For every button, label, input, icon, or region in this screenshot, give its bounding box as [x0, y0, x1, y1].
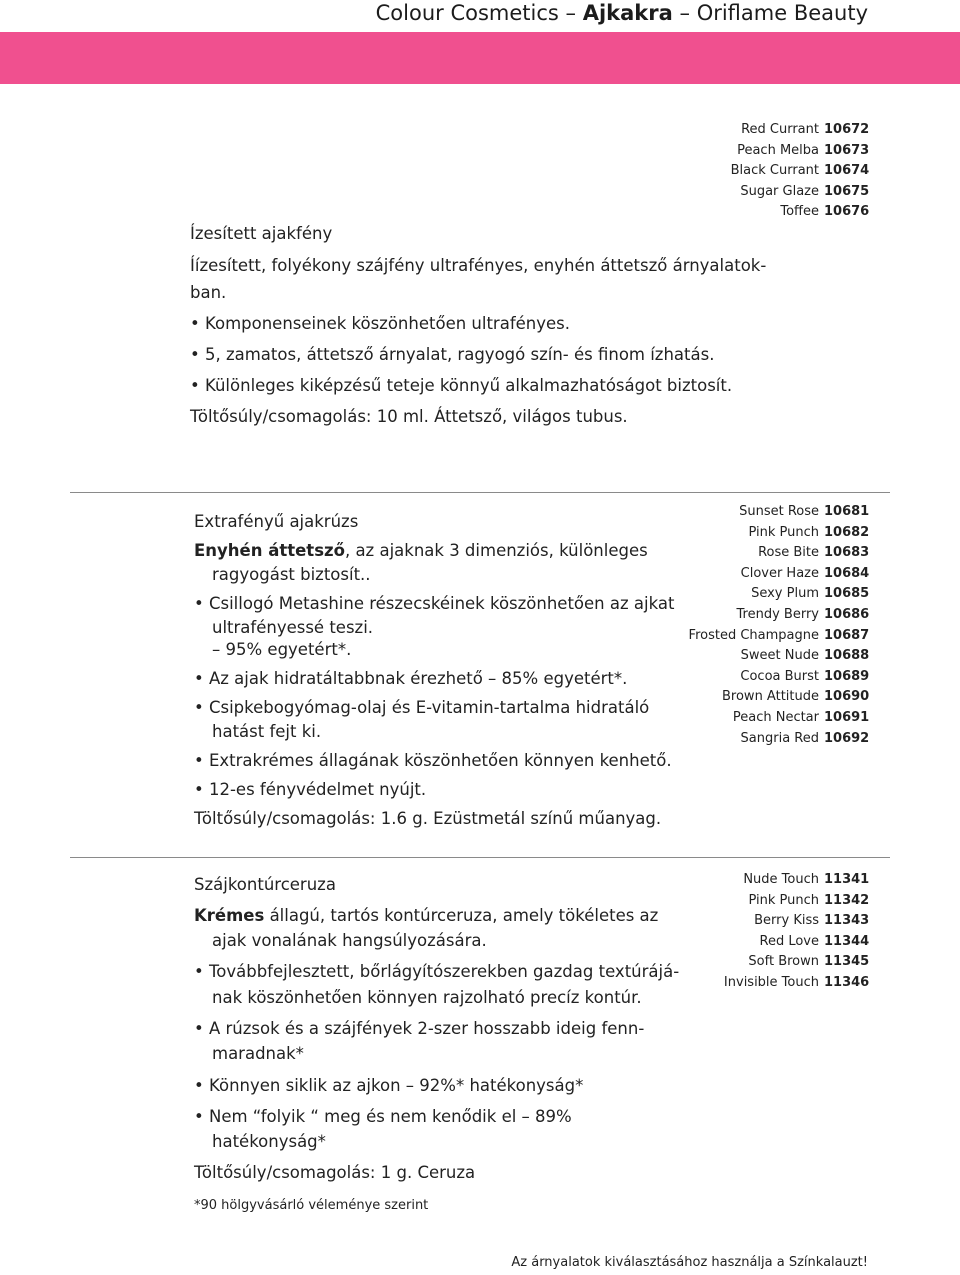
- section-title: Extrafényű ajakrúzs: [194, 512, 359, 531]
- shade-code: 10690: [824, 689, 870, 705]
- section-title: Ízesített ajakfény: [190, 224, 333, 243]
- fill-weight: Töltősúly/csomagolás: 1.6 g. Ezüstmetál színű műanyag.: [194, 809, 662, 828]
- shade-row: [724, 973, 868, 994]
- shade-row: [689, 605, 868, 626]
- shade-name: Rose Bite: [758, 545, 819, 561]
- shade-code: 10675: [824, 183, 870, 199]
- shade-name: Red Love: [759, 933, 819, 949]
- feature-bullet: • Csillogó Metashine részecskéinek köszönhetően az ajkat: [194, 594, 675, 613]
- shade-row: [731, 141, 868, 162]
- shade-name: Peach Melba: [737, 142, 819, 158]
- shade-code: 11341: [824, 872, 870, 887]
- feature-bullet: • Csipkebogyómag-olaj és E-vitamin-tartalma hidratáló: [194, 698, 650, 717]
- feature-bullet: • Különleges kiképzésű teteje könnyű alkalmazhatóságot biztosít.: [190, 376, 733, 395]
- header-dash: –: [565, 1, 577, 25]
- shade-name: Red Currant: [741, 122, 819, 137]
- shade-code: 10684: [824, 565, 870, 581]
- shade-row: [731, 161, 868, 182]
- feature-bullet: – 95% egyetért*.: [212, 640, 352, 659]
- shade-code-list: [731, 120, 868, 223]
- shade-name: Sunset Rose: [739, 504, 819, 519]
- section-divider: [70, 492, 890, 493]
- shade-code: 10689: [824, 668, 870, 684]
- fill-weight: Töltősúly/csomagolás: 1 g. Ceruza: [194, 1163, 476, 1182]
- feature-bullet: • 12-es fényvédelmet nyújt.: [194, 780, 427, 799]
- shade-code: 11342: [824, 892, 870, 908]
- emphasis-text: Enyhén áttetsző: [194, 541, 345, 560]
- shade-code: 10687: [824, 627, 870, 643]
- shade-code: 10672: [824, 122, 870, 137]
- feature-bullet: • Nem “folyik “ meg és nem kenődik el – 89%: [194, 1107, 572, 1126]
- feature-bullet: • Az ajak hidratáltabbnak érezhető – 85% egyetért*.: [194, 669, 628, 688]
- shade-name: Sangria Red: [740, 730, 819, 746]
- shade-row: [731, 202, 868, 223]
- feature-bullet: • Komponenseinek köszönhetően ultrafényes.: [190, 314, 570, 333]
- product-description: ajak vonalának hangsúlyozására.: [212, 931, 487, 950]
- section-divider: [70, 857, 890, 858]
- feature-bullet: • 5, zamatos, áttetsző árnyalat, ragyogó szín- és finom ízhatás.: [190, 345, 715, 364]
- bottom-note: Az árnyalatok kiválasztásához használja a Színkalauzt!: [511, 1255, 868, 1270]
- shade-name: Trendy Berry: [736, 606, 819, 622]
- shade-row: [689, 667, 868, 688]
- shade-code: 11343: [824, 913, 870, 929]
- shade-code: 10676: [824, 204, 870, 220]
- shade-row: [724, 911, 868, 932]
- shade-row: [724, 870, 868, 891]
- footnote: *90 hölgyvásárló véleménye szerint: [194, 1198, 429, 1213]
- shade-name: Pink Punch: [748, 892, 819, 908]
- shade-code: 10674: [824, 163, 870, 179]
- feature-bullet: hatékonyság*: [212, 1132, 326, 1151]
- product-description: [194, 541, 648, 560]
- shade-code: 10673: [824, 142, 870, 158]
- shade-row: [724, 932, 868, 953]
- shade-row: [689, 687, 868, 708]
- shade-code-list: [689, 502, 868, 749]
- feature-bullet: ultrafényessé teszi.: [212, 618, 374, 637]
- shade-name: Toffee: [780, 204, 819, 220]
- header-prefix: Colour Cosmetics: [375, 1, 559, 25]
- product-description: ragyogást biztosít..: [212, 565, 371, 584]
- shade-code: 10692: [824, 730, 870, 746]
- shade-code: 10691: [824, 709, 870, 725]
- feature-bullet: • A rúzsok és a szájfények 2-szer hosszabb ideig fenn-: [194, 1019, 645, 1038]
- shade-code: 10688: [824, 648, 870, 664]
- shade-row: [689, 626, 868, 647]
- feature-bullet: • Továbbfejlesztett, bőrlágyítószerekben gazdag textúrájá-: [194, 962, 680, 981]
- header-band: [0, 32, 960, 84]
- shade-code-list: [724, 870, 868, 994]
- shade-code: 10682: [824, 524, 870, 540]
- shade-name: Soft Brown: [748, 954, 819, 970]
- feature-bullet: maradnak*: [212, 1044, 304, 1063]
- shade-row: [724, 891, 868, 912]
- product-description: Íízesített, folyékony szájfény ultrafényes, enyhén áttetsző árnyalatok-: [190, 256, 767, 275]
- shade-name: Sugar Glaze: [740, 183, 819, 199]
- shade-name: Invisible Touch: [723, 974, 819, 990]
- shade-name: Peach Nectar: [732, 709, 819, 725]
- page-header: [376, 0, 868, 26]
- shade-name: Sexy Plum: [751, 586, 819, 602]
- shade-row: [731, 182, 868, 203]
- header-category: Ajkakra: [582, 1, 673, 25]
- shade-name: Nude Touch: [743, 872, 819, 887]
- emphasis-text: Krémes: [194, 906, 265, 925]
- shade-code: 10683: [824, 545, 870, 561]
- shade-row: [689, 729, 868, 750]
- shade-row: [689, 523, 868, 544]
- shade-code: 11344: [824, 933, 870, 949]
- shade-code: 11345: [824, 954, 870, 970]
- shade-row: [689, 564, 868, 585]
- shade-row: [689, 646, 868, 667]
- product-description: ban.: [190, 283, 227, 302]
- shade-name: Sweet Nude: [740, 648, 819, 664]
- shade-code: 10686: [824, 606, 870, 622]
- shade-name: Pink Punch: [748, 524, 819, 540]
- shade-code: 11346: [824, 974, 870, 990]
- shade-code: 10681: [824, 504, 870, 519]
- shade-row: [689, 543, 868, 564]
- shade-name: Black Currant: [730, 163, 819, 179]
- shade-row: [689, 502, 868, 523]
- section-title: Szájkontúrceruza: [194, 875, 336, 894]
- shade-name: Brown Attitude: [722, 689, 819, 705]
- feature-bullet: nak köszönhetően könnyen rajzolható precíz kontúr.: [212, 988, 642, 1007]
- fill-weight: Töltősúly/csomagolás: 10 ml. Áttetsző, világos tubus.: [190, 407, 628, 426]
- shade-name: Clover Haze: [740, 565, 819, 581]
- shade-name: Berry Kiss: [754, 913, 819, 929]
- header-brand: Oriflame Beauty: [696, 1, 868, 25]
- feature-bullet: • Extrakrémes állagának köszönhetően könnyen kenhető.: [194, 751, 672, 770]
- shade-row: [689, 584, 868, 605]
- shade-name: Frosted Champagne: [688, 627, 819, 643]
- header-dash: –: [679, 1, 690, 25]
- shade-name: Cocoa Burst: [740, 668, 819, 684]
- description-text: , az ajaknak 3 dimenziós, különleges: [344, 541, 648, 560]
- product-description: [194, 906, 658, 925]
- shade-row: [731, 120, 868, 141]
- description-text: állagú, tartós kontúrceruza, amely tökéletes az: [264, 906, 659, 925]
- shade-row: [724, 952, 868, 973]
- feature-bullet: • Könnyen siklik az ajkon – 92%* hatékonyság*: [194, 1076, 584, 1095]
- shade-row: [689, 708, 868, 729]
- feature-bullet: hatást fejt ki.: [212, 722, 322, 741]
- shade-code: 10685: [824, 586, 870, 602]
